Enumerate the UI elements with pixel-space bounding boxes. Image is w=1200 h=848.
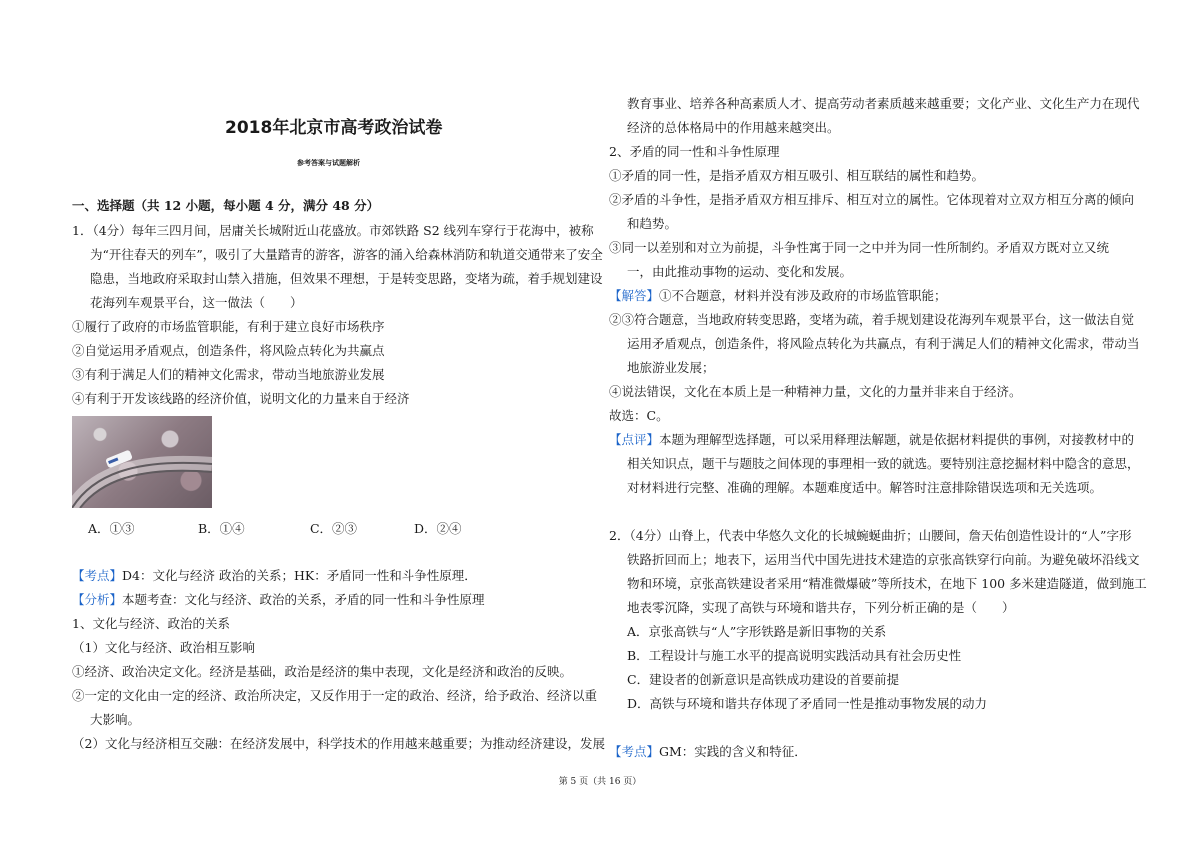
jieda-line: 地旅游业发展； <box>627 360 715 375</box>
dianping-line: 相关知识点，题干与题肢之间体现的事理相一致的就选。要特别注意挖掘材料中隐含的意思， <box>627 456 1140 471</box>
analysis-line: 大影响。 <box>90 712 141 727</box>
option-c: C．建设者的创新意识是高铁成功建设的首要前提 <box>627 672 900 687</box>
jieda-line: ②③符合题意，当地政府转变思路，变堵为疏，着手规划建设花海列车观景平台，这一做法自觉 <box>609 312 1135 327</box>
jieda-line: 运用矛盾观点，创造条件，将风险点转化为共赢点，有利于满足人们的精神文化需求，带动当 <box>627 336 1140 351</box>
question-line: 铁路折回而上；地表下，运用当代中国先进技术建造的京张高铁穿行向前。为避免破坏沿线文 <box>627 552 1140 567</box>
analysis-line: （2）文化与经济相互交融：在经济发展中，科学技术的作用越来越重要；为推动经济建设，发展 <box>72 736 605 751</box>
fenxi-text: 本题考查：文化与经济、政治的关系，矛盾的同一性和斗争性原理 <box>122 592 485 607</box>
analysis-line: （1）文化与经济、政治相互影响 <box>72 640 255 655</box>
kaodian-block <box>72 568 477 584</box>
option-a: A．①③ <box>88 521 135 536</box>
analysis-line: 经济的总体格局中的作用越来越突出。 <box>627 120 840 135</box>
option-b: B．①④ <box>197 521 245 536</box>
option-b: B．工程设计与施工水平的提高说明实践活动具有社会历史性 <box>627 648 962 663</box>
question-line: 2．（4分）山脊上，代表中华悠久文化的长城蜿蜒曲折；山腰间，詹天佑创造性设计的“人”字形 <box>609 528 1132 543</box>
option-c: C．②③ <box>309 521 358 536</box>
jieda-first: ①不合题意，材料并没有涉及政府的市场监管职能； <box>659 288 947 303</box>
statement: ④有利于开发该线路的经济价值，说明文化的力量来自于经济 <box>72 391 410 406</box>
analysis-line: ②矛盾的斗争性，是指矛盾双方相互排斥、相互对立的属性。它体现着对立双方相互分离的倾向 <box>609 192 1135 207</box>
train-track-illustration <box>72 416 212 508</box>
kaodian-tag: 【考点】 <box>609 744 660 759</box>
analysis-line: ②一定的文化由一定的经济、政治所决定，又反作用于一定的政治、经济，给予政治、经济以重 <box>72 688 598 703</box>
analysis-line: 教育事业、培养各种高素质人才、提高劳动者素质越来越重要；文化产业、文化生产力在现代 <box>627 96 1140 111</box>
train-photo <box>72 416 212 508</box>
section-heading: 一、选择题（共 12 小题，每小题 4 分，满分 48 分） <box>72 198 380 213</box>
option-d: D．高铁与环境和谐共存体现了矛盾同一性是推动事物发展的动力 <box>627 696 988 711</box>
kaodian-tag: 【考点】 <box>72 568 123 583</box>
analysis-line: 2、矛盾的同一性和斗争性原理 <box>609 144 780 159</box>
option-d: D．②④ <box>413 521 462 536</box>
jieda-block <box>609 288 947 304</box>
fenxi-tag: 【分析】 <box>72 592 123 607</box>
page-title: 2018年北京市高考政治试卷 <box>225 118 443 138</box>
jieda-tag: 【解答】 <box>609 288 660 303</box>
analysis-line: 一，由此推动事物的运动、变化和发展。 <box>627 264 853 279</box>
page-subtitle: 参考答案与试题解析 <box>297 158 360 167</box>
page-footer: 第 5 页（共 16 页） <box>558 777 642 787</box>
fenxi-block <box>72 592 485 608</box>
dianping-block <box>609 432 1134 448</box>
question-line: 隐患，当地政府采取封山禁入措施，但效果不理想，于是转变思路，变堵为疏，着手规划建设 <box>90 271 603 286</box>
dianping-first: 本题为理解型选择题，可以采用释理法解题，就是依据材料提供的事例，对接教材中的 <box>659 432 1135 447</box>
option-a: A．京张高铁与“人”字形铁路是新旧事物的关系 <box>627 624 887 639</box>
jieda-line: ④说法错误，文化在本质上是一种精神力量，文化的力量并非来自于经济。 <box>609 384 1022 399</box>
statement: ③有利于满足人们的精神文化需求，带动当地旅游业发展 <box>72 367 385 382</box>
statement: ①履行了政府的市场监管职能，有利于建立良好市场秩序 <box>72 319 385 334</box>
analysis-line: ③同一以差别和对立为前提，斗争性寓于同一之中并为同一性所制约。矛盾双方既对立又统 <box>609 240 1110 255</box>
question-line: 花海列车观景平台，这一做法（ ） <box>90 295 303 310</box>
dianping-line: 对材料进行完整、准确的理解。本题难度适中。解答时注意排除错误选项和无关选项。 <box>627 480 1103 495</box>
analysis-line: ①经济、政治决定文化。经济是基础，政治是经济的集中表现，文化是经济和政治的反映。 <box>72 664 573 679</box>
analysis-line: 1、文化与经济、政治的关系 <box>72 616 230 631</box>
question-line: 1．（4分）每年三四月间，居庸关长城附近山花盛放。市郊铁路 S2 线列车穿行于花海中，被称 <box>72 223 594 238</box>
kaodian-text: GM：实践的含义和特征． <box>659 744 807 759</box>
dianping-tag: 【点评】 <box>609 432 660 447</box>
analysis-line: 和趋势。 <box>627 216 678 231</box>
question-line: 地表零沉降，实现了高铁与环境和谐共存，下列分析正确的是（ ） <box>627 600 1015 615</box>
kaodian-block <box>609 744 807 760</box>
analysis-line: ①矛盾的同一性，是指矛盾双方相互吸引、相互联结的属性和趋势。 <box>609 168 985 183</box>
answer-options <box>88 521 461 537</box>
answer-choice: 故选：C。 <box>609 408 669 423</box>
question-line: 为“开往春天的列车”，吸引了大量踏青的游客，游客的涌入给森林消防和轨道交通带来了安全 <box>90 247 603 262</box>
kaodian-text: D4：文化与经济 政治的关系；HK：矛盾同一性和斗争性原理． <box>122 568 477 583</box>
statement: ②自觉运用矛盾观点，创造条件，将风险点转化为共赢点 <box>72 343 385 358</box>
question-line: 物和环境，京张高铁建设者采用“精准微爆破”等所技术，在地下 100 多米建造隧道，做到施工 <box>627 576 1147 591</box>
